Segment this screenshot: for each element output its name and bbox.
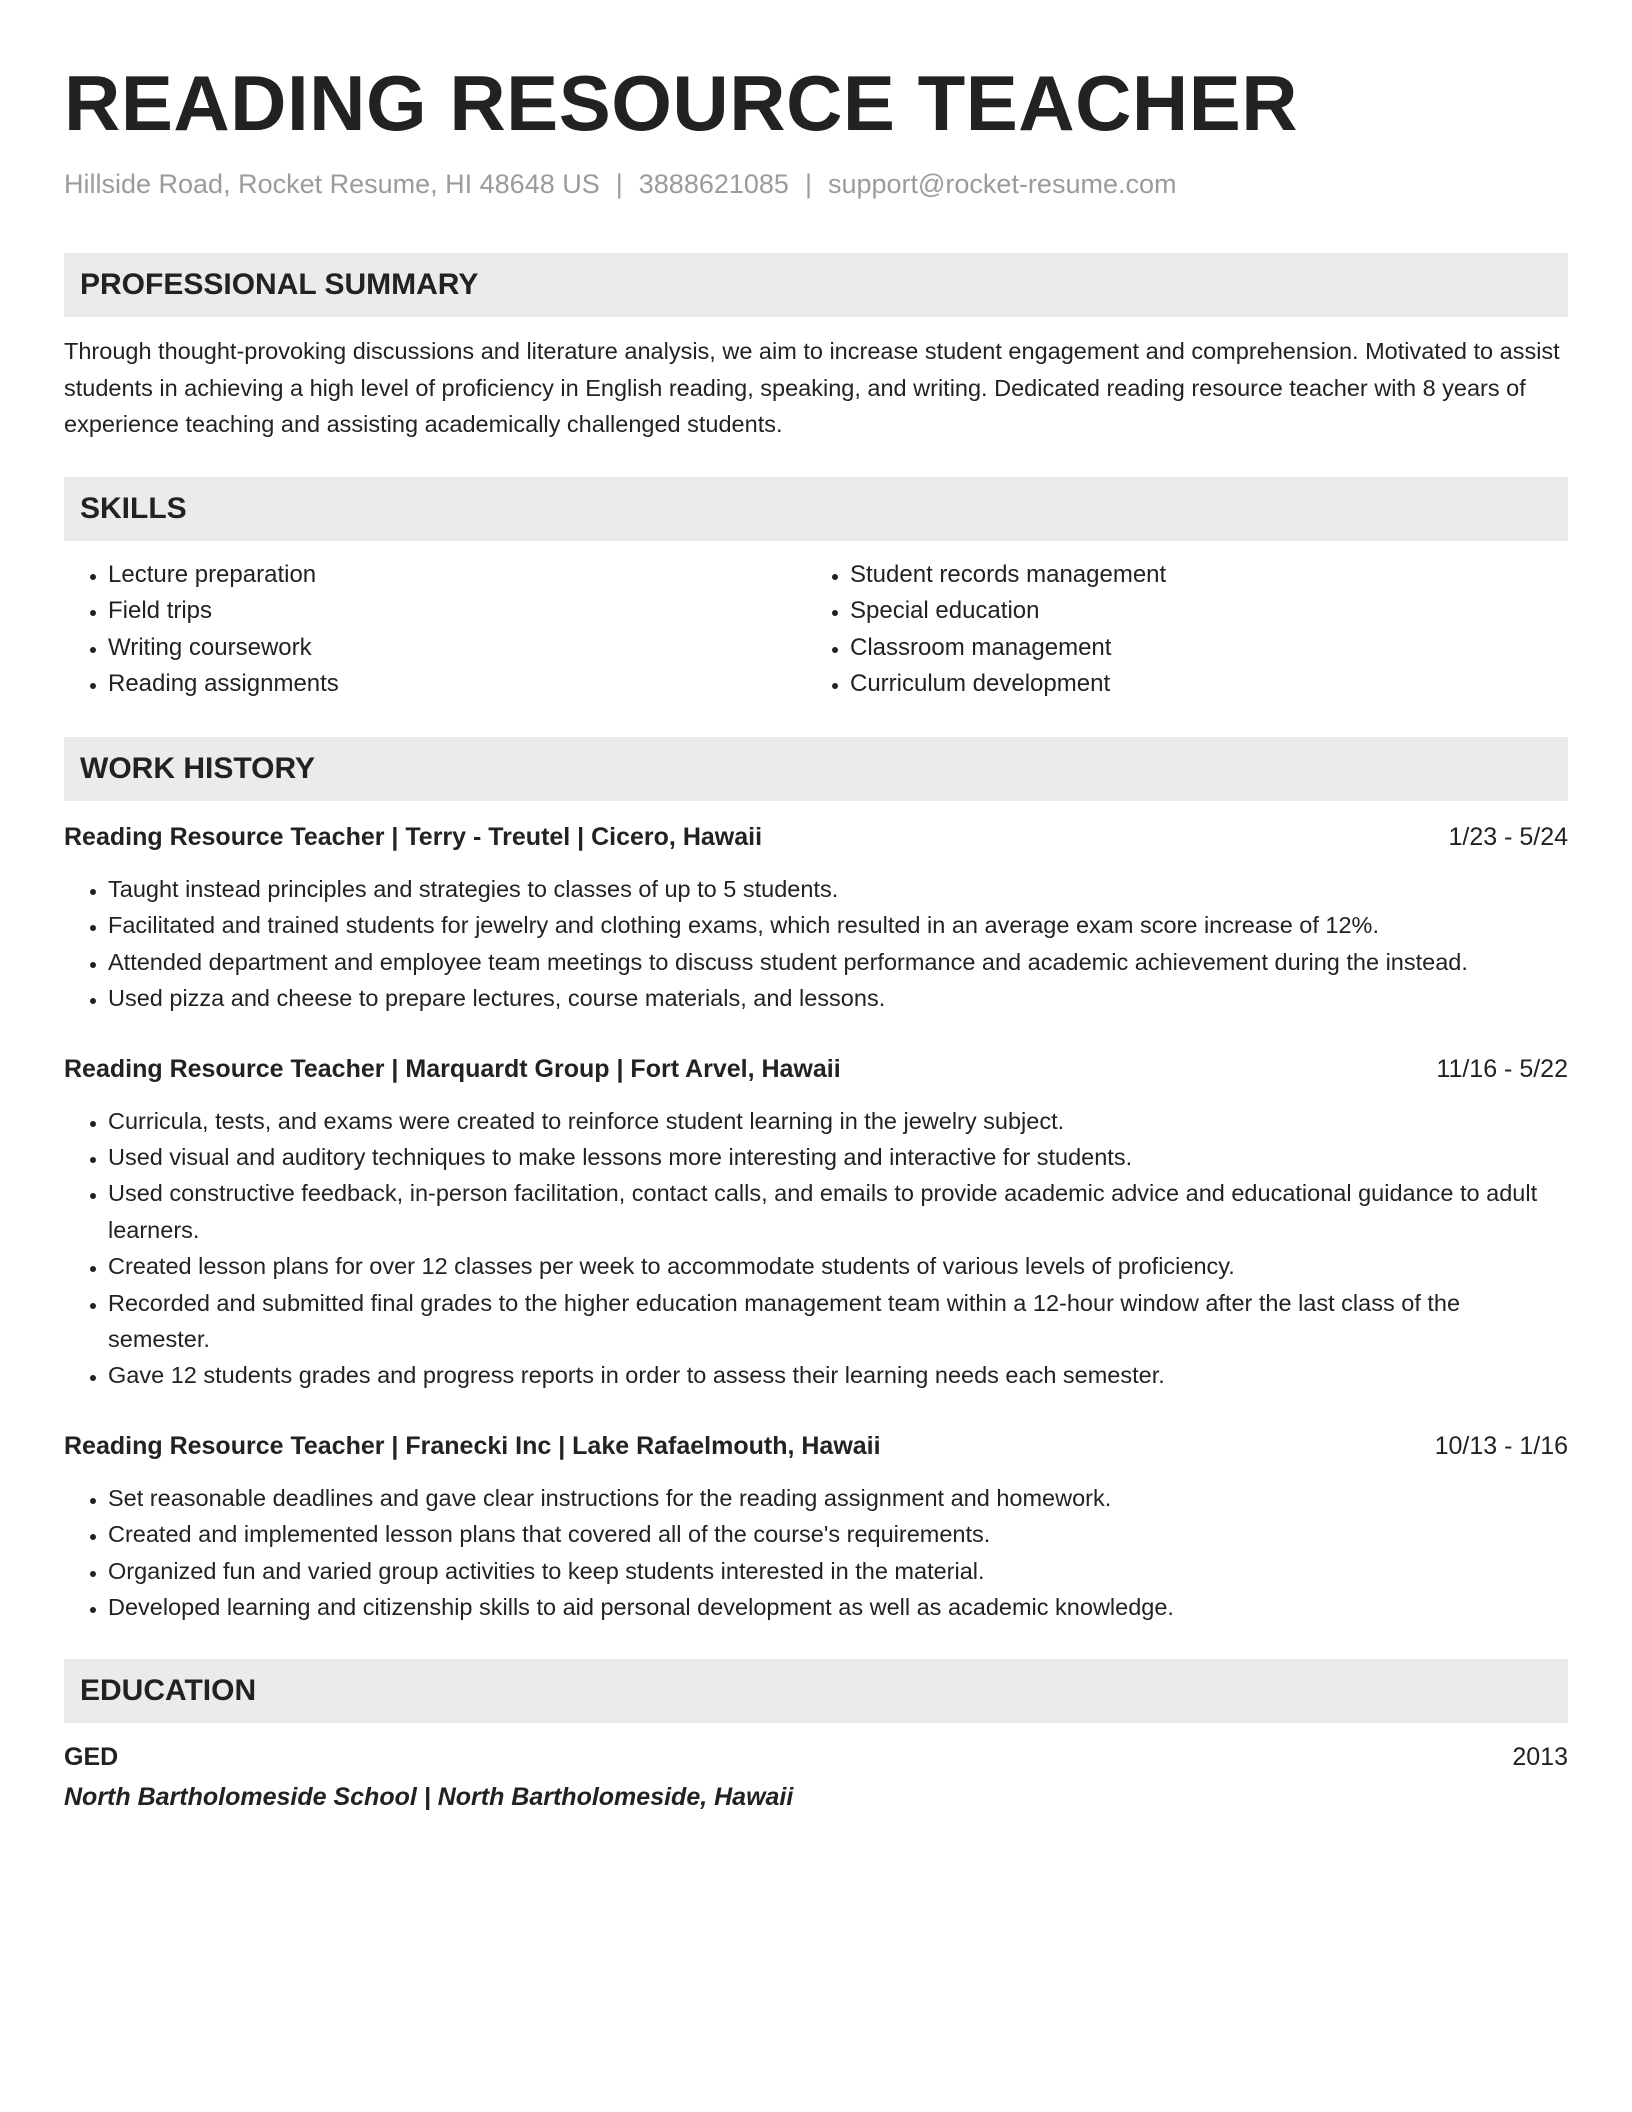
education-entry [64,1739,1568,1815]
job-bullet: • Used visual and auditory techniques to make lessons more interesting and interactive for students. [108,1139,1568,1175]
job-bullet: • Organized fun and varied group activities to keep students interested in the material. [108,1553,1568,1589]
job-title: Reading Resource Teacher | Terry - Treutel | Cicero, Hawaii [64,822,763,851]
contact-separator: | [615,169,623,199]
job-bullet: • Created lesson plans for over 12 classes per week to accommodate students of various levels of proficiency. [108,1248,1568,1284]
job-bullets [64,871,1568,1017]
section-heading-education: EDUCATION [64,1659,1568,1723]
job-dates: 11/16 - 5/22 [1436,1054,1568,1083]
job-bullets [64,1103,1568,1394]
skills-column-left [64,557,806,703]
job-dates: 10/13 - 1/16 [1434,1431,1568,1460]
candidate-name: READING RESOURCE TEACHER [64,59,1299,147]
job-dates: 1/23 - 5/24 [1448,822,1568,851]
job-title: Reading Resource Teacher | Marquardt Group | Fort Arvel, Hawaii [64,1054,841,1083]
skill-item: • Lecture preparation [108,557,806,594]
contact-separator: | [804,169,812,199]
job-header [64,819,1568,855]
education-school: North Bartholomeside School | North Bartholomeside, Hawaii [64,1783,794,1812]
summary-text: Through thought-provoking discussions and literature analysis, we aim to increase student engagement and comprehension. Motivated to assist students in achieving a high level of proficiency in English reading, speaking, and writing. Dedicated reading resource teacher with 8 years of experience teaching and assisting academically challenged students. [64,338,1560,437]
job-title: Reading Resource Teacher | Franecki Inc | Lake Rafaelmouth, Hawaii [64,1431,881,1460]
contact-address: Hillside Road, Rocket Resume, HI 48648 US [64,169,600,199]
job-bullet: • Gave 12 students grades and progress reports in order to assess their learning needs each semester. [108,1357,1568,1393]
skill-item: • Special education [850,593,1548,630]
skill-item: • Writing coursework [108,630,806,667]
contact-line [64,166,1568,202]
job-bullet: • Created and implemented lesson plans that covered all of the course's requirements. [108,1516,1568,1552]
skill-item: • Curriculum development [850,666,1548,703]
skill-item: • Reading assignments [108,666,806,703]
contact-email: support@rocket-resume.com [827,169,1177,199]
job-header [64,1428,1568,1464]
job-bullet: • Used pizza and cheese to prepare lectures, course materials, and lessons. [108,980,1568,1016]
skill-item: • Classroom management [850,630,1548,667]
job-bullet: • Curricula, tests, and exams were created to reinforce student learning in the jewelry subject. [108,1103,1568,1139]
job-bullet: • Set reasonable deadlines and gave clear instructions for the reading assignment and homework. [108,1480,1568,1516]
skills-column-right [806,557,1548,703]
section-heading-work-history: WORK HISTORY [64,737,1568,801]
education-degree: GED [64,1743,119,1772]
section-heading-skills: SKILLS [64,477,1568,541]
education-year: 2013 [1512,1743,1568,1772]
job-entry [64,1428,1568,1626]
job-bullet: • Facilitated and trained students for jewelry and clothing exams, which resulted in an average exam score increase of 12%. [108,907,1568,943]
job-entry [64,1051,1568,1394]
job-bullets [64,1480,1568,1626]
section-heading-summary: PROFESSIONAL SUMMARY [64,253,1568,317]
job-bullet: • Taught instead principles and strategies to classes of up to 5 students. [108,871,1568,907]
skill-item: • Field trips [108,593,806,630]
job-bullet: • Attended department and employee team meetings to discuss student performance and academic achievement during the instead. [108,944,1568,980]
job-header [64,1051,1568,1087]
education-header [64,1739,1568,1775]
skills-list [64,557,1568,703]
job-bullet: • Used constructive feedback, in-person facilitation, contact calls, and emails to provide academic advice and educational guidance to adult learners. [108,1175,1568,1248]
job-bullet: • Developed learning and citizenship skills to aid personal development as well as academic knowledge. [108,1589,1568,1625]
job-entry [64,819,1568,1017]
skill-item: • Student records management [850,557,1548,594]
resume-page [64,0,1568,1815]
contact-phone: 3888621085 [638,169,789,199]
job-bullet: • Recorded and submitted final grades to the higher education management team within a 12-hour window after the last class of the semester. [108,1285,1568,1358]
